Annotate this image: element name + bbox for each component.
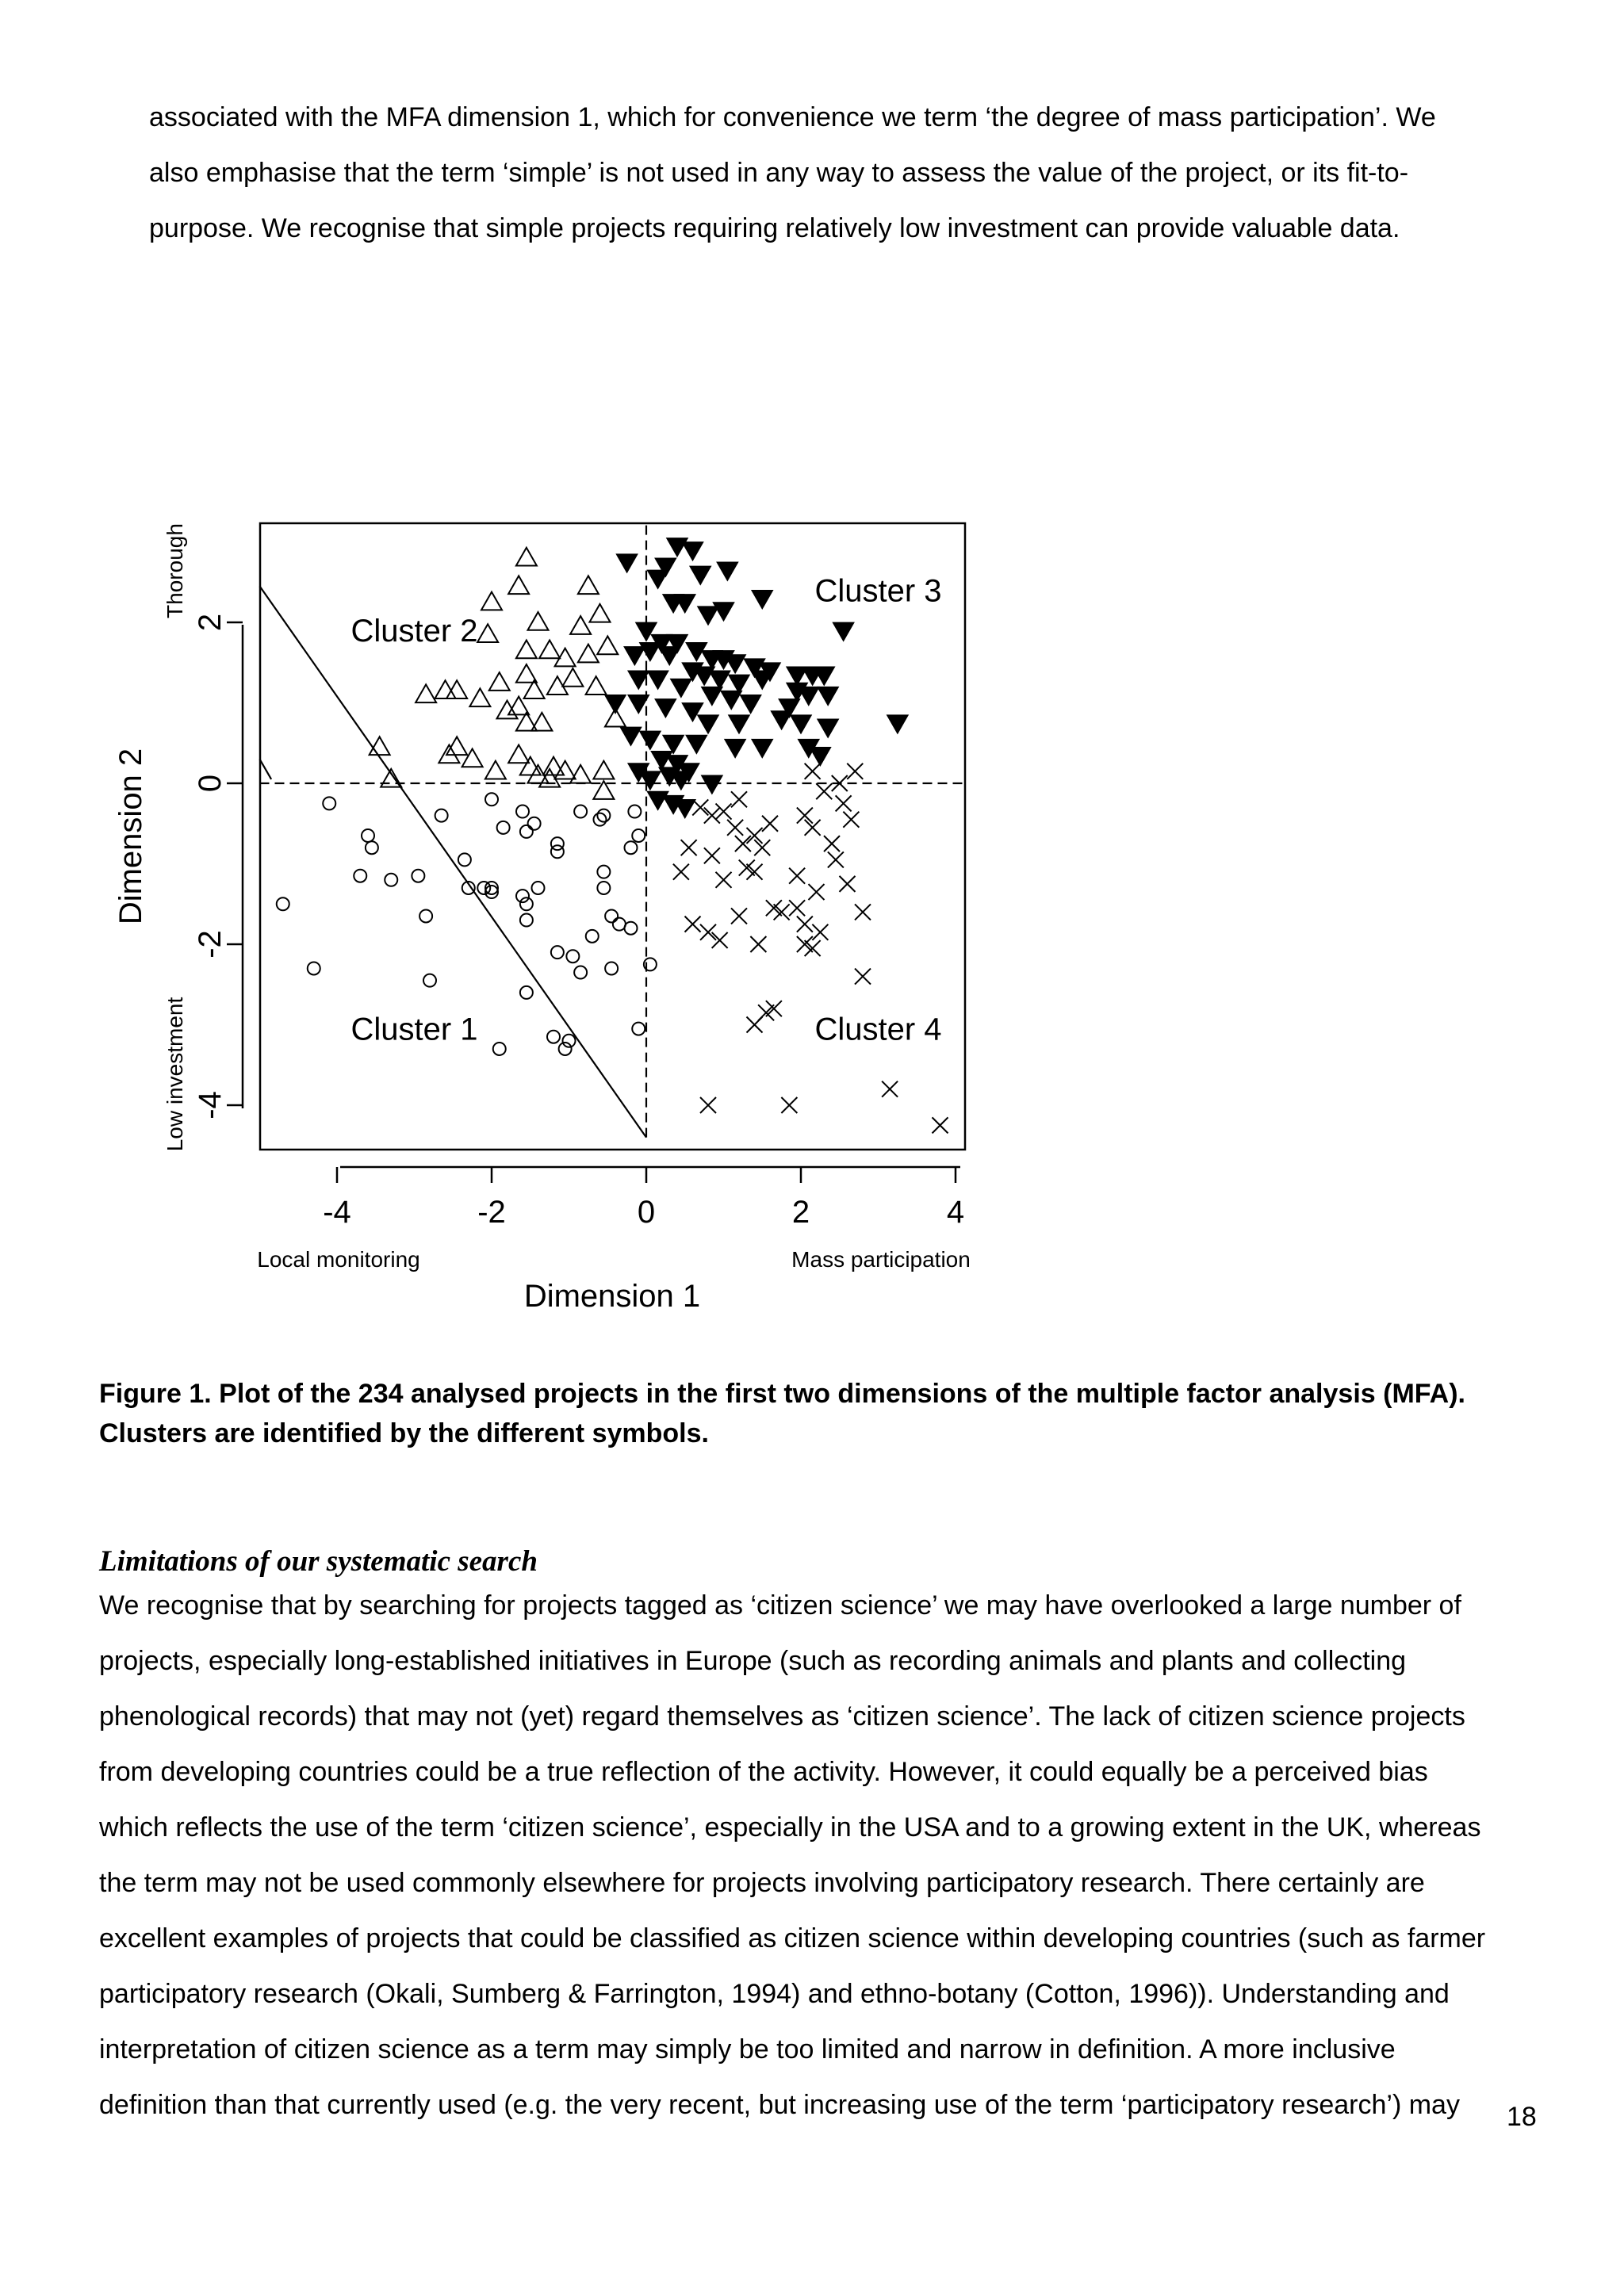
cluster-3-point	[605, 695, 626, 714]
cluster-4-point	[805, 820, 821, 836]
cluster-3-point	[791, 715, 811, 733]
cluster-3-point	[721, 691, 741, 710]
cluster-4-point	[681, 840, 697, 855]
cluster-1-point	[597, 866, 610, 878]
page-number: 18	[1507, 2102, 1537, 2132]
body-line: from developing countries could be a true reflection of the activity. However, it could equally be a perceived bias	[99, 1757, 1428, 1787]
cluster-4-point	[933, 1117, 948, 1133]
cluster-3-point	[702, 775, 722, 794]
cluster-2-point	[477, 624, 498, 642]
cluster-4-point	[754, 840, 770, 855]
cluster-1-point	[277, 897, 289, 910]
cluster-3-point	[818, 719, 838, 737]
intro-line: associated with the MFA dimension 1, which for convenience we term ‘the degree of mass participation’. We	[149, 102, 1436, 132]
cluster-3-point	[617, 554, 638, 572]
cluster-1-point	[574, 966, 587, 979]
cluster-4-point	[843, 812, 859, 828]
body-line: phenological records) that may not (yet) regard themselves as ‘citizen science’. The lack of citizen science projects	[99, 1701, 1465, 1732]
cluster-1-point	[323, 797, 335, 809]
cluster-4-point	[673, 864, 689, 880]
cluster-1-point	[632, 829, 645, 842]
cluster-4-point	[685, 916, 701, 932]
axes	[243, 625, 960, 1167]
cluster-3-point	[714, 603, 734, 621]
intro-line: also emphasise that the term ‘simple’ is not used in any way to assess the value of the project, or its fit-to-	[149, 158, 1409, 188]
cluster-4-point	[692, 799, 708, 815]
cluster-2-point	[586, 676, 607, 695]
axis-ticks	[193, 614, 964, 1230]
body-line: projects, especially long-established initiatives in Europe (such as recording animals and plants and collecting	[99, 1646, 1407, 1676]
cluster-1-point	[563, 1035, 576, 1047]
cluster-2-point	[543, 757, 564, 775]
cluster-4-point	[809, 884, 825, 900]
cluster-1-point	[566, 950, 579, 962]
cluster-4-point	[805, 940, 821, 956]
cluster-1-point	[586, 930, 599, 943]
cluster-1-point	[628, 806, 641, 818]
cluster-2-point	[528, 765, 549, 783]
cluster-4-point	[805, 763, 821, 779]
cluster-4-point	[762, 816, 778, 832]
intro-paragraph	[149, 90, 1436, 256]
cluster-3-point	[698, 607, 718, 625]
cluster-2-point	[555, 649, 576, 667]
cluster-2-point	[439, 744, 459, 763]
body-line: the term may not be used commonly elsewhere for projects involving participatory research. There certainly are	[99, 1868, 1425, 1898]
cluster-3-point	[772, 711, 792, 729]
cluster-1-point	[520, 986, 533, 999]
cluster-2-point	[516, 664, 537, 683]
cluster-2-point	[547, 676, 568, 695]
cluster-3-point	[752, 740, 772, 758]
cluster-1-point	[605, 962, 618, 974]
cluster-label: Cluster 4	[814, 1012, 942, 1047]
x-tick-label: -4	[323, 1195, 351, 1230]
cluster-boundary-line	[260, 586, 647, 1137]
cluster-2-point	[516, 548, 537, 566]
cluster-3-point	[698, 715, 718, 733]
cluster-1-point	[551, 837, 564, 850]
cluster-1-point	[632, 1023, 645, 1035]
cluster-4-point	[855, 969, 871, 985]
cluster-1-point	[625, 841, 638, 854]
cluster-3-point	[741, 695, 761, 714]
cluster-4-point	[712, 932, 728, 948]
cluster-1-point	[597, 882, 610, 894]
cluster-label: Cluster 1	[350, 1012, 478, 1047]
cluster-label: Cluster 2	[350, 614, 478, 649]
cluster-1-point	[354, 870, 366, 882]
x-tick-label: 0	[637, 1195, 656, 1230]
cluster-3-point	[799, 687, 819, 706]
cluster-3-point	[683, 542, 703, 561]
cluster-1-point	[308, 962, 320, 974]
cluster-3-point	[671, 679, 691, 697]
cluster-2-point	[508, 576, 529, 594]
cluster-1-point	[625, 922, 638, 935]
x-tick-label: 2	[791, 1195, 810, 1230]
cluster-3-point	[702, 687, 722, 706]
cluster-4-point	[824, 836, 840, 851]
x-axis-title: Dimension 1	[523, 1279, 701, 1314]
y-label-high: Thorough	[163, 523, 187, 618]
cluster-2-point	[416, 684, 436, 702]
cluster-4-point	[789, 900, 805, 916]
cluster-1-point	[520, 897, 533, 910]
cluster-4-point	[704, 848, 720, 863]
y-label-low: Low investment	[163, 997, 187, 1152]
cluster-3-point	[725, 740, 745, 758]
body-line: which reflects the use of the term ‘citizen science’, especially in the USA and to a growing extent in the UK, whereas	[99, 1812, 1481, 1843]
cluster-4-point	[716, 804, 732, 820]
cluster-boundary-line	[260, 760, 272, 779]
cluster-1-point	[366, 841, 378, 854]
cluster-3-point	[624, 647, 645, 665]
cluster-1-point	[477, 882, 490, 894]
cluster-3-point	[752, 591, 772, 609]
section-heading: Limitations of our systematic search	[99, 1545, 538, 1578]
cluster-2-point	[570, 616, 591, 634]
body-line: interpretation of citizen science as a term may simply be too limited and narrow in definition. A more inclusive	[99, 2034, 1396, 2064]
caption-line: Clusters are identified by the different symbols.	[99, 1418, 709, 1448]
cluster-2-point	[562, 668, 583, 687]
cluster-3-point	[729, 715, 749, 733]
cluster-3-point	[810, 748, 830, 766]
cluster-1-point	[419, 909, 432, 922]
cluster-4-point	[766, 1001, 782, 1016]
cluster-1-point	[605, 909, 618, 922]
cluster-2-point	[578, 645, 599, 663]
y-tick-label: 0	[193, 774, 228, 793]
intro-line: purpose. We recognise that simple projects requiring relatively low investment can provide valuable data.	[149, 213, 1400, 243]
cluster-2-point	[508, 744, 529, 763]
cluster-4-point	[747, 1017, 763, 1033]
figure-caption	[99, 1374, 1465, 1453]
cluster-1-point	[574, 806, 587, 818]
cluster-label: Cluster 3	[814, 573, 942, 609]
cluster-2-point	[593, 761, 614, 779]
cluster-3-point	[729, 675, 749, 693]
body-line: We recognise that by searching for projects tagged as ‘citizen science’ we may have overlooked a large number of	[99, 1590, 1461, 1621]
cluster-1-point	[547, 1031, 560, 1043]
cluster-4-point	[700, 924, 716, 940]
cluster-1-point	[520, 825, 533, 838]
cluster-4-point	[812, 924, 828, 940]
cluster-1-point	[412, 870, 424, 882]
cluster-4-point	[882, 1081, 898, 1097]
cluster-4-point	[816, 783, 832, 799]
cluster-3-point	[621, 727, 642, 745]
cluster-3-point	[663, 736, 684, 754]
cluster-3-point	[640, 643, 661, 661]
x-tick-label: -2	[477, 1195, 506, 1230]
cluster-1-point	[532, 882, 545, 894]
cluster-4-point	[797, 916, 813, 932]
cluster-4-point	[727, 820, 743, 836]
cluster-2-point	[539, 641, 560, 659]
cluster-1-point	[516, 806, 529, 818]
y-axis-title: Dimension 2	[113, 748, 148, 925]
cluster-4-point	[750, 936, 766, 952]
y-tick-label: -4	[193, 1091, 228, 1119]
cluster-3-point	[655, 699, 676, 718]
cluster-3-point	[710, 671, 730, 689]
cluster-3-point	[887, 715, 908, 733]
cluster-3-point	[648, 671, 668, 689]
cluster-3-point	[640, 771, 661, 790]
cluster-3-point	[659, 647, 680, 665]
cluster-2-point	[489, 672, 510, 691]
cluster-1-point	[516, 890, 529, 902]
cluster-1-point	[385, 874, 397, 886]
x-label-low: Local monitoring	[257, 1247, 420, 1272]
cluster-4-point	[731, 908, 747, 924]
cluster-4-point	[716, 872, 732, 888]
cluster-4-point	[747, 864, 763, 880]
cluster-2-point	[578, 576, 599, 594]
cluster-3-point	[652, 752, 672, 770]
mfa-scatter-plot	[0, 476, 1624, 1348]
cluster-4-point	[704, 808, 720, 824]
cluster-3-point	[640, 731, 661, 749]
cluster-2-point	[516, 641, 537, 659]
cluster-2-point	[590, 604, 611, 622]
cluster-3-point	[667, 538, 688, 557]
cluster-1-point	[485, 793, 498, 806]
cluster-3-point	[694, 667, 714, 685]
cluster-4-point	[700, 1097, 716, 1113]
cluster-4-point	[828, 851, 844, 867]
cluster-2-point	[485, 761, 506, 779]
cluster-4-point	[774, 904, 790, 920]
cluster-1-point	[362, 829, 374, 842]
cluster-3-point	[686, 736, 707, 754]
cluster-1-point	[613, 918, 626, 931]
cluster-2-point	[597, 636, 618, 654]
cluster-3-point	[690, 566, 710, 584]
cluster-1-point	[520, 914, 533, 927]
cluster-4-point	[855, 904, 871, 920]
cluster-3-point	[717, 562, 737, 580]
caption-line: Figure 1. Plot of the 234 analysed projects in the first two dimensions of the multiple factor analysis (MFA).	[99, 1379, 1465, 1409]
cluster-4-point	[747, 828, 763, 844]
cluster-2-point	[481, 592, 502, 610]
cluster-4-point	[789, 868, 805, 884]
cluster-1-point	[458, 853, 471, 866]
cluster-4-point	[847, 763, 863, 779]
body-line: participatory research (Okali, Sumberg & Farrington, 1994) and ethno-botany (Cotton, 1996)). Understanding and	[99, 1979, 1450, 2009]
cluster-2-point	[469, 688, 490, 706]
cluster-4-point	[781, 1097, 797, 1113]
cluster-4-point	[840, 876, 856, 892]
cluster-4-point	[836, 795, 852, 811]
x-label-high: Mass participation	[791, 1247, 971, 1272]
y-tick-label: -2	[193, 930, 228, 959]
x-tick-label: 4	[946, 1195, 965, 1230]
cluster-1-point	[435, 809, 448, 822]
cluster-3-point	[833, 622, 854, 641]
body-paragraph	[99, 1578, 1485, 2133]
cluster-3-point	[818, 687, 838, 706]
cluster-4-point	[797, 808, 813, 824]
y-tick-label: 2	[193, 613, 228, 632]
body-line: definition than that currently used (e.g. the very recent, but increasing use of the term ‘participatory research’) may	[99, 2090, 1460, 2120]
cluster-1-point	[423, 974, 436, 987]
cluster-1-point	[493, 1043, 506, 1055]
cluster-1-point	[551, 946, 564, 959]
cluster-3-point	[725, 655, 745, 673]
cluster-3-point	[648, 792, 668, 810]
cluster-4-point	[731, 791, 747, 807]
cluster-2-point	[528, 612, 549, 630]
cluster-4-point	[735, 836, 751, 851]
cluster-1-point	[559, 1043, 572, 1055]
body-line: excellent examples of projects that could be classified as citizen science within developing countries (such as farmer	[99, 1923, 1486, 1954]
cluster-1-point	[528, 817, 541, 830]
cluster-3-point	[648, 570, 668, 588]
cluster-1-point	[497, 821, 510, 834]
